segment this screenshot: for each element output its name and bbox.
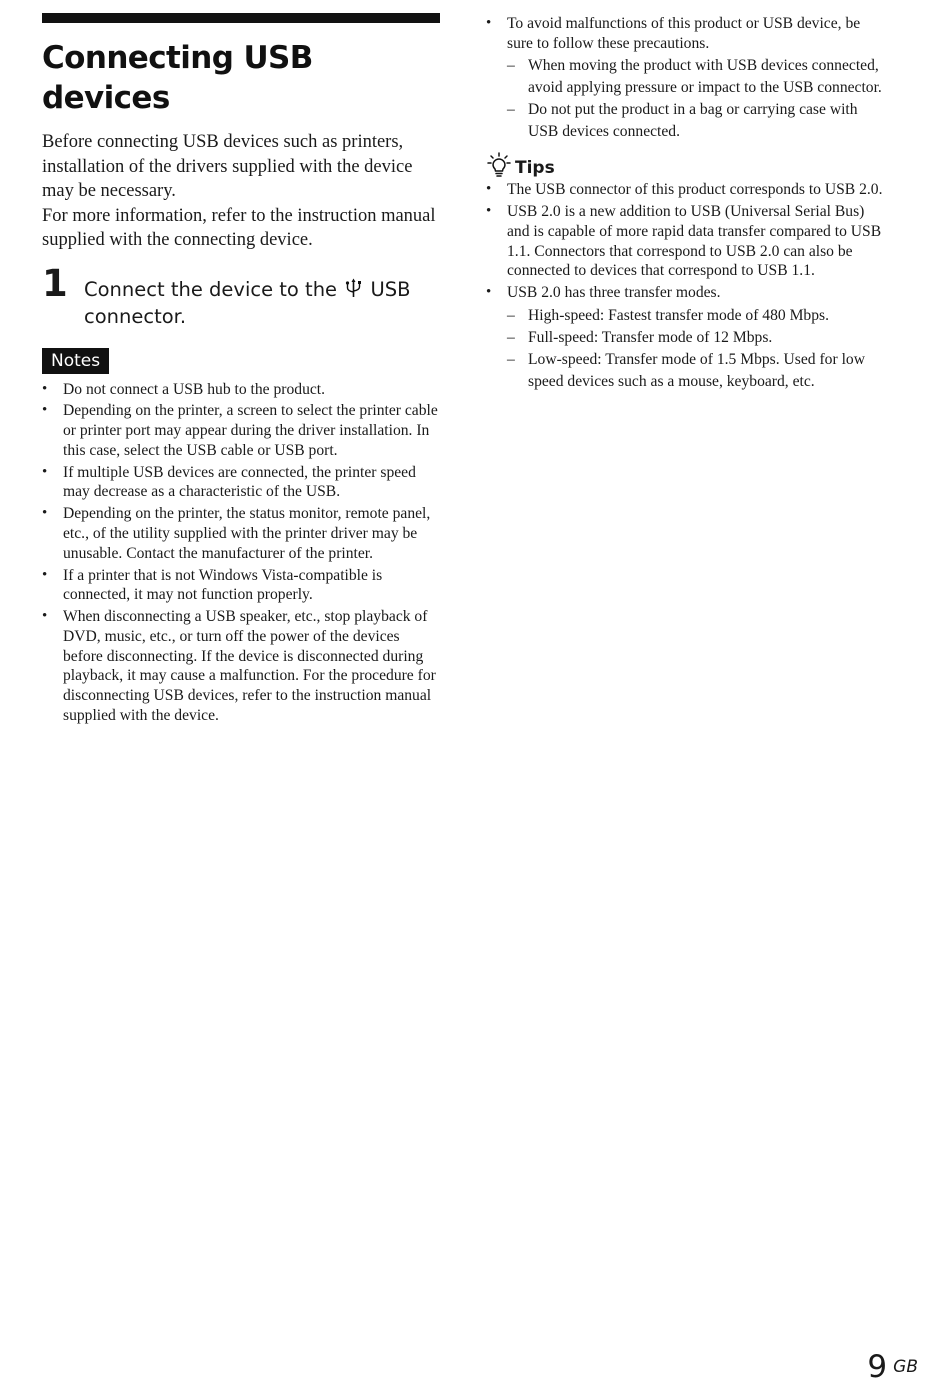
step-text-after: USB connector. [84, 277, 411, 328]
precautions-intro: To avoid malfunctions of this product or USB device, be sure to follow these precautions. [507, 15, 861, 52]
precaution-subitem: – When moving the product with USB devices connected, avoid applying pressure or impact to the USB connector. [507, 55, 890, 99]
step-number: 1 [42, 261, 68, 305]
page-suffix: GB [893, 1357, 918, 1377]
usb-icon [345, 278, 362, 298]
title-rule [42, 13, 440, 23]
tips-label: Tips [515, 158, 555, 179]
note-item: • Depending on the printer, a screen to select the printer cable or printer port may appear during the driver installation. In this case, select the USB cable or USB port. [42, 401, 440, 460]
tips-list [486, 180, 890, 393]
page-title: Connecting USB devices [42, 40, 313, 116]
tip-item [486, 283, 890, 393]
precaution-subitem: – Do not put the product in a bag or carrying case with USB devices connected. [507, 99, 890, 143]
left-column [42, 0, 440, 728]
note-item: • If a printer that is not Windows Vista-compatible is connected, it may not function properly. [42, 566, 440, 605]
note-item: • When disconnecting a USB speaker, etc., stop playback of DVD, music, etc., or turn off the power of the devices before disconnecting. If the device is disconnected during playback, it may cause a malfunction. For the procedure for disconnecting USB devices, refer to the instruction manual supplied with the device. [42, 607, 440, 725]
tip-item: • The USB connector of this product corresponds to USB 2.0. [486, 180, 890, 200]
transfer-mode-item: – Low-speed: Transfer mode of 1.5 Mbps. Used for low speed devices such as a mouse, keyboard, etc. [507, 349, 890, 393]
tip-item-text: USB 2.0 has three transfer modes. [507, 284, 721, 302]
tips-heading [486, 154, 890, 178]
lightbulb-icon [486, 152, 512, 178]
transfer-modes-list [507, 305, 890, 393]
step-text-before: Connect the device to the [84, 277, 338, 301]
right-column [486, 14, 890, 395]
notes-label: Notes [42, 348, 109, 374]
page-number [867, 1349, 918, 1385]
step-text [84, 276, 434, 330]
tip-item: • USB 2.0 is a new addition to USB (Universal Serial Bus) and is capable of more rapid data transfer compared to USB 1.1. Connectors that correspond to USB 2.0 can also be connected to devices that correspond to USB 1.1. [486, 202, 890, 281]
precautions-sublist [507, 55, 890, 143]
intro-text [42, 130, 440, 253]
transfer-mode-item: – High-speed: Fastest transfer mode of 480 Mbps. [507, 305, 890, 327]
notes-list [42, 380, 440, 726]
precautions-list [486, 14, 890, 143]
intro-paragraph: Before connecting USB devices such as printers, installation of the drivers supplied with the device may be necessary. [42, 132, 413, 201]
note-item: • If multiple USB devices are connected, the printer speed may decrease as a characteristic of the USB. [42, 463, 440, 502]
note-item: • Do not connect a USB hub to the product. [42, 380, 440, 400]
note-item: • Depending on the printer, the status monitor, remote panel, etc., of the utility supplied with the printer driver may be unusable. Contact the manufacturer of the printer. [42, 504, 440, 563]
precautions-item [486, 14, 890, 143]
step-1 [42, 261, 440, 333]
intro-paragraph: For more information, refer to the instruction manual supplied with the connecting device. [42, 205, 436, 250]
transfer-mode-item: – Full-speed: Transfer mode of 12 Mbps. [507, 327, 890, 349]
page-number-value: 9 [867, 1349, 888, 1385]
